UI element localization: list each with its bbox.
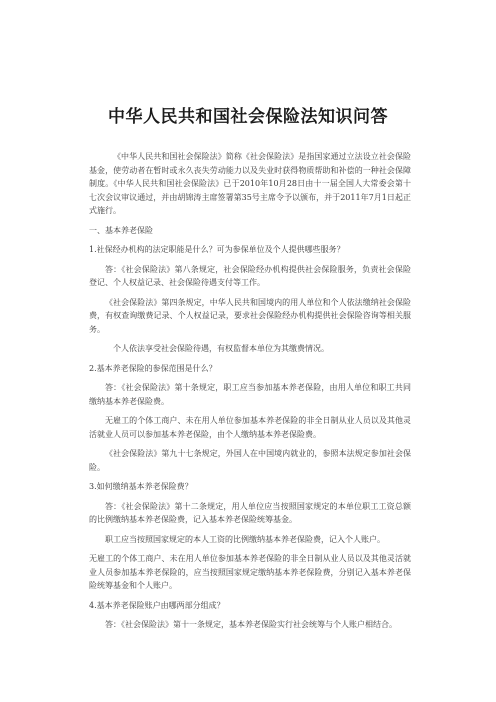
paragraph: 《中华人民共和国社会保险法》简称《社会保险法》是指国家通过立法设立社会保险基金，使劳动者在暂时或永久丧失劳动能力以及失业时获得物质帮助和补偿的一种社会保障制度。《中华人民共和国社会保险法》已于2010年10月28日由十一届全国人大常委会第十七次会议审议通过，并由胡锦涛主席签署第35号主席令予以颁布，并于2011年7月1日起正式施行。 [89, 152, 411, 215]
document-body [89, 150, 411, 638]
answer-paragraph: 个人依法享受社会保险待遇，有权监督本单位为其缴费情况。 [113, 344, 329, 353]
answer-paragraph: 无雇工的个体工商户、未在用人单位参加基本养老保险的非全日制从业人员以及其他灵活就业人员可以参加基本养老保险，由个人缴纳基本养老保险费。 [89, 416, 411, 439]
answer-paragraph: 《社会保险法》第九十七条规定，外国人在中国境内就业的，参照本法规定参加社会保险。 [89, 449, 411, 472]
document-title: 中华人民共和国社会保险法知识问答 [108, 107, 388, 127]
question: 2.基本养老保险的参保范围是什么？ [89, 363, 217, 373]
question: 1.社保经办机构的法定职能是什么？可为参保单位及个人提供哪些服务？ [89, 245, 345, 254]
answer-paragraph: 答：《社会保险法》第八条规定，社会保险经办机构提供社会保险服务，负责社会保险登记、个人权益记录、社会保险待遇支付等工作。 [89, 264, 411, 287]
answer-paragraph: 答：《社会保险法》第十一条规定，基本养老保险实行社会统筹与个人账户相结合。 [105, 620, 397, 629]
answer-paragraph: 答：《社会保险法》第十条规定，职工应当参加基本养老保险，由用人单位和职工共同缴纳基本养老保险费。 [89, 383, 411, 406]
question: 4.基本养老保险账户由哪两部分组成？ [89, 600, 225, 610]
answer-paragraph: 答：《社会保险法》第十二条规定，用人单位应当按照国家规定的本单位职工工资总额的比例缴纳基本养老保险费，记入基本养老保险统筹基金。 [89, 501, 411, 524]
answer-paragraph: 无雇工的个体工商户、未在用人单位参加基本养老保险的非全日制从业人员以及其他灵活就业人员参加基本养老保险的，应当按照国家规定缴纳基本养老保险费，分别记入基本养老保险统筹基金和个人账户。 [89, 554, 411, 590]
section-heading: 一、基本养老保险 [89, 225, 153, 235]
question: 3.如何缴纳基本养老保险费？ [89, 482, 193, 491]
answer-paragraph: 《社会保险法》第四条规定，中华人民共和国境内的用人单位和个人依法缴纳社会保险费，有权查询缴费记录、个人权益记录，要求社会保险经办机构提供社会保险咨询等相关服务。 [89, 297, 411, 334]
answer-paragraph: 职工应当按照国家规定的本人工资的比例缴纳基本养老保险费，记入个人账户。 [105, 534, 385, 544]
